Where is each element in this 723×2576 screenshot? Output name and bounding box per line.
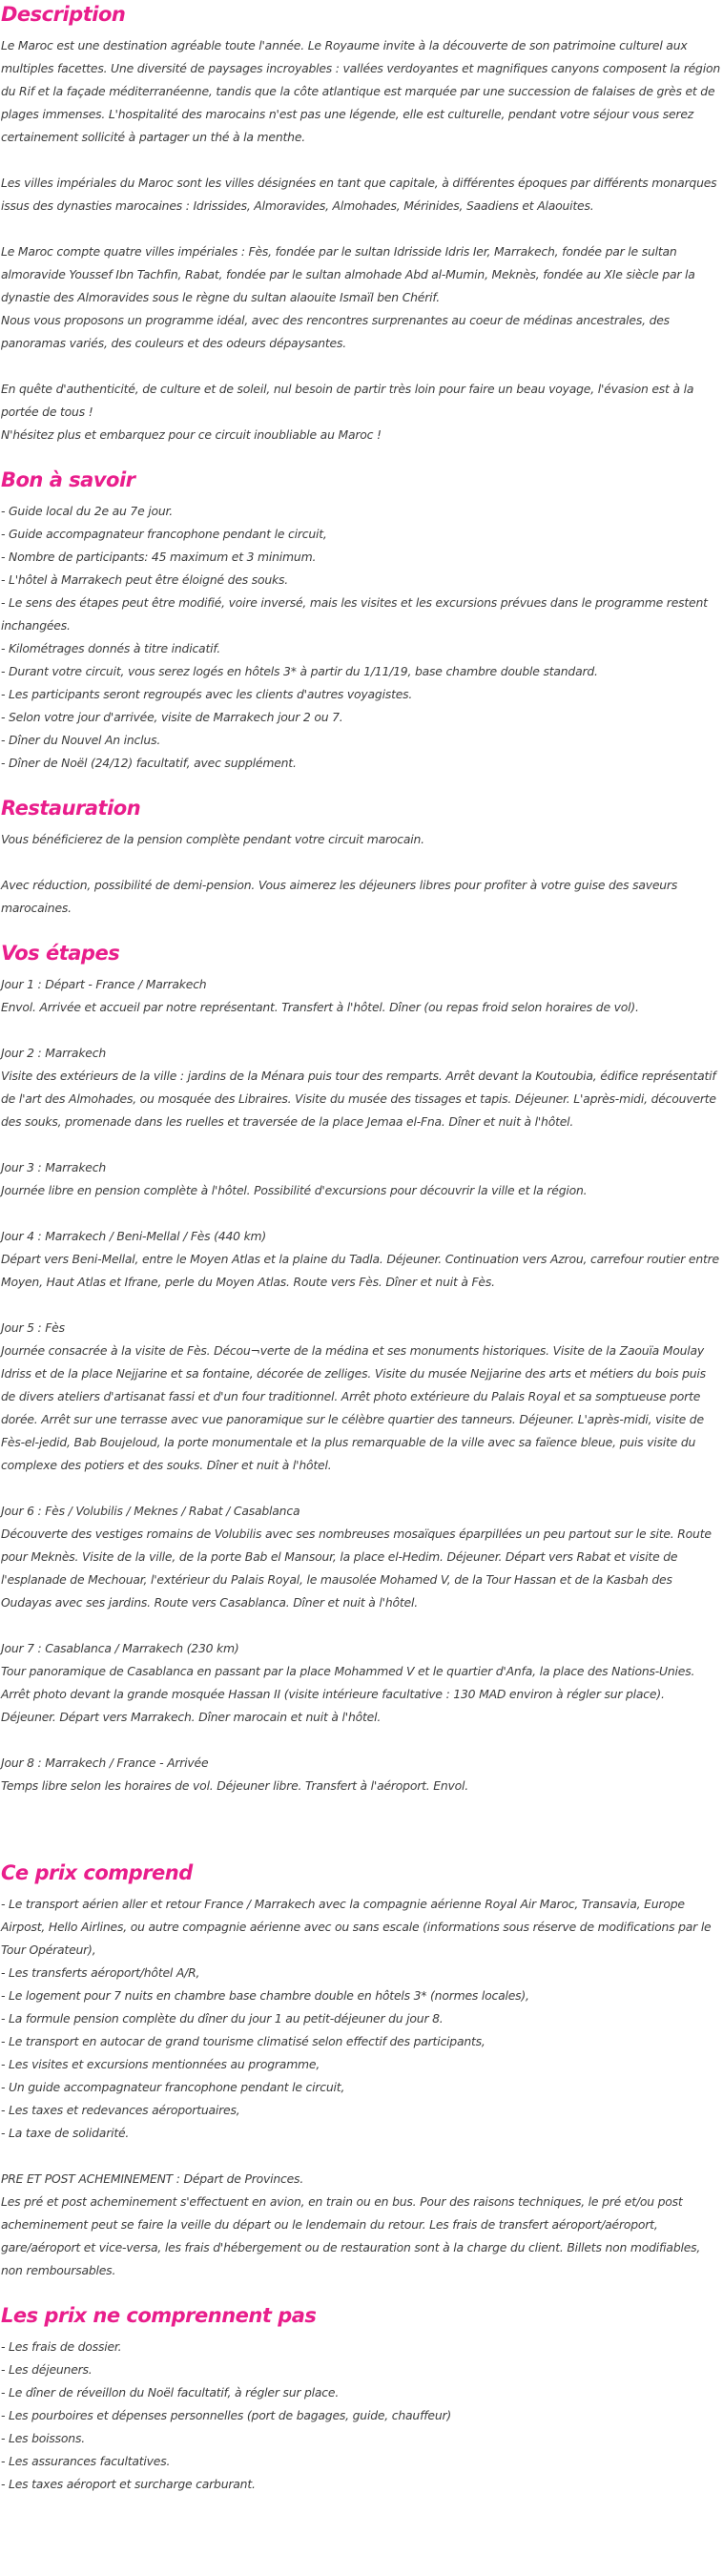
prix-comprend-heading: Ce prix comprend <box>1 1861 193 1884</box>
list-item: - L'hôtel à Marrakech peut être éloigné des souks. <box>1 572 289 587</box>
prix-ne-comprend-list <box>1 2336 722 2496</box>
etape-item <box>1 1225 722 1294</box>
restauration-heading: Restauration <box>1 797 141 820</box>
restauration-section <box>1 796 722 920</box>
prix-comprend-list <box>1 1893 722 2145</box>
etape-title: Jour 6 : Fès / Volubilis / Meknes / Rabat / Casablanca <box>1 1504 300 1518</box>
etape-title: Jour 1 : Départ - France / Marrakech <box>1 977 207 991</box>
etape-text: Tour panoramique de Casablanca en passant par la place Mohammed V et le quartier d'Anfa, la place des Nations-Unies. Arrêt photo devant la grande mosquée Hassan II (visite intérieure facultative : 130 MAD environ à régler sur place). Déjeuner. Départ vers Marrakech. Dîner marocain et nuit à l'hôtel. <box>1 1664 695 1724</box>
list-item: - Guide local du 2e au 7e jour. <box>1 504 174 518</box>
bon-a-savoir-section <box>1 467 722 775</box>
list-item: - La taxe de solidarité. <box>1 2126 130 2140</box>
description-paragraph: N'hésitez plus et embarquez pour ce circuit inoubliable au Maroc ! <box>1 427 382 442</box>
prix-ne-comprend-heading: Les prix ne comprennent pas <box>1 2304 317 2327</box>
list-item: - Les assurances facultatives. <box>1 2454 171 2468</box>
list-item: - Les déjeuners. <box>1 2362 93 2377</box>
etapes-list <box>1 973 722 1797</box>
description-paragraph: En quête d'authenticité, de culture et de soleil, nul besoin de partir très loin pour faire un beau voyage, l'évasion est à la portée de tous ! <box>1 382 694 419</box>
etape-title: Jour 5 : Fès <box>1 1320 65 1335</box>
etape-text: Départ vers Beni-Mellal, entre le Moyen Atlas et la plaine du Tadla. Déjeuner. Continuation vers Azrou, carrefour routier entre Moyen, Haut Atlas et Ifrane, perle du Moyen Atlas. Route vers Fès. Dîner et nuit à Fès. <box>1 1252 719 1289</box>
pre-post-title: PRE ET POST ACHEMINEMENT : Départ de Provinces. <box>1 2171 304 2186</box>
list-item: - Dîner du Nouvel An inclus. <box>1 733 161 747</box>
etape-title: Jour 7 : Casablanca / Marrakech (230 km) <box>1 1641 239 1655</box>
bon-a-savoir-list <box>1 500 722 775</box>
list-item: - Les taxes et redevances aéroportuaires, <box>1 2103 240 2117</box>
list-item: - Les taxes aéroport et surcharge carburant. <box>1 2477 256 2491</box>
etape-item <box>1 1500 722 1614</box>
restauration-paragraph: Vous bénéficierez de la pension complète pendant votre circuit marocain. <box>1 832 424 846</box>
list-item: - Les frais de dossier. <box>1 2339 122 2354</box>
etapes-heading: Vos étapes <box>1 942 120 965</box>
list-item: - Les transferts aéroport/hôtel A/R, <box>1 1965 200 1980</box>
list-item: - Nombre de participants: 45 maximum et 3 minimum. <box>1 550 317 564</box>
etape-title: Jour 8 : Marrakech / France - Arrivée <box>1 1755 209 1770</box>
list-item: - Dîner de Noël (24/12) facultatif, avec supplément. <box>1 756 297 770</box>
list-item: - Un guide accompagnateur francophone pendant le circuit, <box>1 2080 345 2094</box>
etape-title: Jour 3 : Marrakech <box>1 1160 106 1174</box>
pre-post-text: Les pré et post acheminement s'effectuent en avion, en train ou en bus. Pour des raisons techniques, le pré et/ou post acheminement peut se faire la veille du départ ou le lendemain du retour. Les frais de transfert aéroport/aéroport, gare/aéroport et vice-versa, les frais d'hébergement ou de restauration sont à la charge du client. Billets non modifiables, non remboursables. <box>1 2194 701 2277</box>
list-item: - Les visites et excursions mentionnées au programme, <box>1 2057 320 2071</box>
description-text <box>1 34 722 447</box>
etape-text: Journée consacrée à la visite de Fès. Décou¬verte de la médina et ses monuments historiques. Visite de la Zaouïa Moulay Idriss et de la place Nejjarine et sa fontaine, décorée de zelliges. Visite du musée Nejjarine des arts et métiers du bois puis de divers ateliers d'artisanat fassi et d'un four traditionnel. Arrêt photo extérieure du Palais Royal et sa somptueuse porte dorée. Arrêt sur une terrasse avec vue panoramique sur le célèbre quartier des tanneurs. Déjeuner. L'après-midi, visite de Fès-el-jedid, Bab Boujeloud, la porte monumentale et la plus remarquable de la ville avec sa faïence bleue, puis visite du complexe des potiers et des souks. Dîner et nuit à l'hôtel. <box>1 1343 706 1472</box>
list-item: - Les pourboires et dépenses personnelles (port de bagages, guide, chauffeur) <box>1 2408 451 2422</box>
description-paragraph: Le Maroc est une destination agréable toute l'année. Le Royaume invite à la découverte de son patrimoine culturel aux multiples facettes. Une diversité de paysages incroyables : vallées verdoyantes et magnifiques canyons composent la région du Rif et la façade méditerranéenne, tandis que la côte atlantique est marquée par une succession de falaises de grès et de plages immenses. L'hospitalité des marocains n'est pas une légende, elle est culturelle, pendant votre séjour vous serez certainement sollicité à partager un thé à la menthe. <box>1 38 720 144</box>
description-paragraph: Le Maroc compte quatre villes impériales : Fès, fondée par le sultan Idrisside Idris Ier, Marrakech, fondée par le sultan almoravide Youssef Ibn Tachfin, Rabat, fondée par le sultan almohade Abd al-Mumin, Meknès, fondée au XIe siècle par la dynastie des Almoravides sous le règne du sultan alaouite Ismaïl ben Chérif. <box>1 244 695 304</box>
etape-item <box>1 1156 722 1202</box>
list-item: - Le dîner de réveillon du Noël facultatif, à régler sur place. <box>1 2385 340 2399</box>
etape-text: Temps libre selon les horaires de vol. Déjeuner libre. Transfert à l'aéroport. Envol. <box>1 1778 469 1793</box>
prix-comprend-section <box>1 1860 722 2282</box>
list-item: - Le logement pour 7 nuits en chambre base chambre double en hôtels 3* (normes locales), <box>1 1988 529 2003</box>
etape-item <box>1 1042 722 1133</box>
list-item: - Guide accompagnateur francophone pendant le circuit, <box>1 527 327 541</box>
etape-title: Jour 4 : Marrakech / Beni-Mellal / Fès (440 km) <box>1 1229 267 1243</box>
etape-item <box>1 1637 722 1729</box>
description-heading: Description <box>1 3 126 26</box>
restauration-paragraph: Avec réduction, possibilité de demi-pension. Vous aimerez les déjeuners libres pour profiter à votre guise des saveurs marocaines. <box>1 878 678 915</box>
description-paragraph: Nous vous proposons un programme idéal, avec des rencontres surprenantes au coeur de médinas ancestrales, des panoramas variés, des couleurs et des odeurs dépaysantes. <box>1 313 670 350</box>
etape-text: Journée libre en pension complète à l'hôtel. Possibilité d'excursions pour découvrir la ville et la région. <box>1 1183 588 1197</box>
list-item: - Le sens des étapes peut être modifié, voire inversé, mais les visites et les excursions prévues dans le programme restent inchangées. <box>1 595 708 633</box>
page <box>0 2 723 2496</box>
list-item: - Les participants seront regroupés avec les clients d'autres voyagistes. <box>1 687 413 701</box>
list-item: - Les boissons. <box>1 2431 85 2445</box>
pre-post-block <box>1 2145 722 2282</box>
restauration-text <box>1 828 722 920</box>
etape-text: Envol. Arrivée et accueil par notre représentant. Transfert à l'hôtel. Dîner (ou repas froid selon horaires de vol). <box>1 1000 639 1014</box>
etape-text: Découverte des vestiges romains de Volubilis avec ses nombreuses mosaïques éparpillées un peu partout sur le site. Route pour Meknès. Visite de la ville, de la porte Bab el Mansour, la place el-Hedim. Déjeuner. Départ vers Rabat et visite de l'esplanade de Mechouar, l'extérieur du Palais Royal, le mausolée Mohamed V, de la Tour Hassan et de la Kasbah des Oudayas avec ses jardins. Route vers Casablanca. Dîner et nuit à l'hôtel. <box>1 1527 712 1610</box>
etape-item <box>1 973 722 1019</box>
prix-ne-comprend-section <box>1 2303 722 2496</box>
list-item: - Selon votre jour d'arrivée, visite de Marrakech jour 2 ou 7. <box>1 710 343 724</box>
list-item: - Kilométrages donnés à titre indicatif. <box>1 641 221 655</box>
list-item: - La formule pension complète du dîner du jour 1 au petit-déjeuner du jour 8. <box>1 2011 444 2025</box>
etape-item <box>1 1752 722 1797</box>
list-item: - Durant votre circuit, vous serez logés en hôtels 3* à partir du 1/11/19, base chambre double standard. <box>1 664 598 678</box>
etapes-section <box>1 941 722 1797</box>
description-paragraph: Les villes impériales du Maroc sont les villes désignées en tant que capitale, à différentes époques par différents monarques issus des dynasties marocaines : Idrissides, Almoravides, Almohades, Mérinides, Saadiens et Alaouites. <box>1 176 717 213</box>
etape-title: Jour 2 : Marrakech <box>1 1046 106 1060</box>
list-item: - Le transport aérien aller et retour France / Marrakech avec la compagnie aérienne Royal Air Maroc, Transavia, Europe Airpost, Hello Airlines, ou autre compagnie aérienne avec ou sans escale (informations sous réserve de modifications par le Tour Opérateur), <box>1 1897 712 1957</box>
etape-item <box>1 1317 722 1477</box>
list-item: - Le transport en autocar de grand tourisme climatisé selon effectif des participants, <box>1 2034 485 2048</box>
description-section <box>1 2 722 447</box>
etape-text: Visite des extérieurs de la ville : jardins de la Ménara puis tour des remparts. Arrêt devant la Koutoubia, édifice représentatif de l'art des Almohades, ou mosquée des Libraires. Visite du musée des tissages et tapis. Déjeuner. L'après-midi, découverte des souks, promenade dans les ruelles et traversée de la place Jemaa el-Fna. Dîner et nuit à l'hôtel. <box>1 1069 716 1129</box>
bon-a-savoir-heading: Bon à savoir <box>1 468 135 491</box>
